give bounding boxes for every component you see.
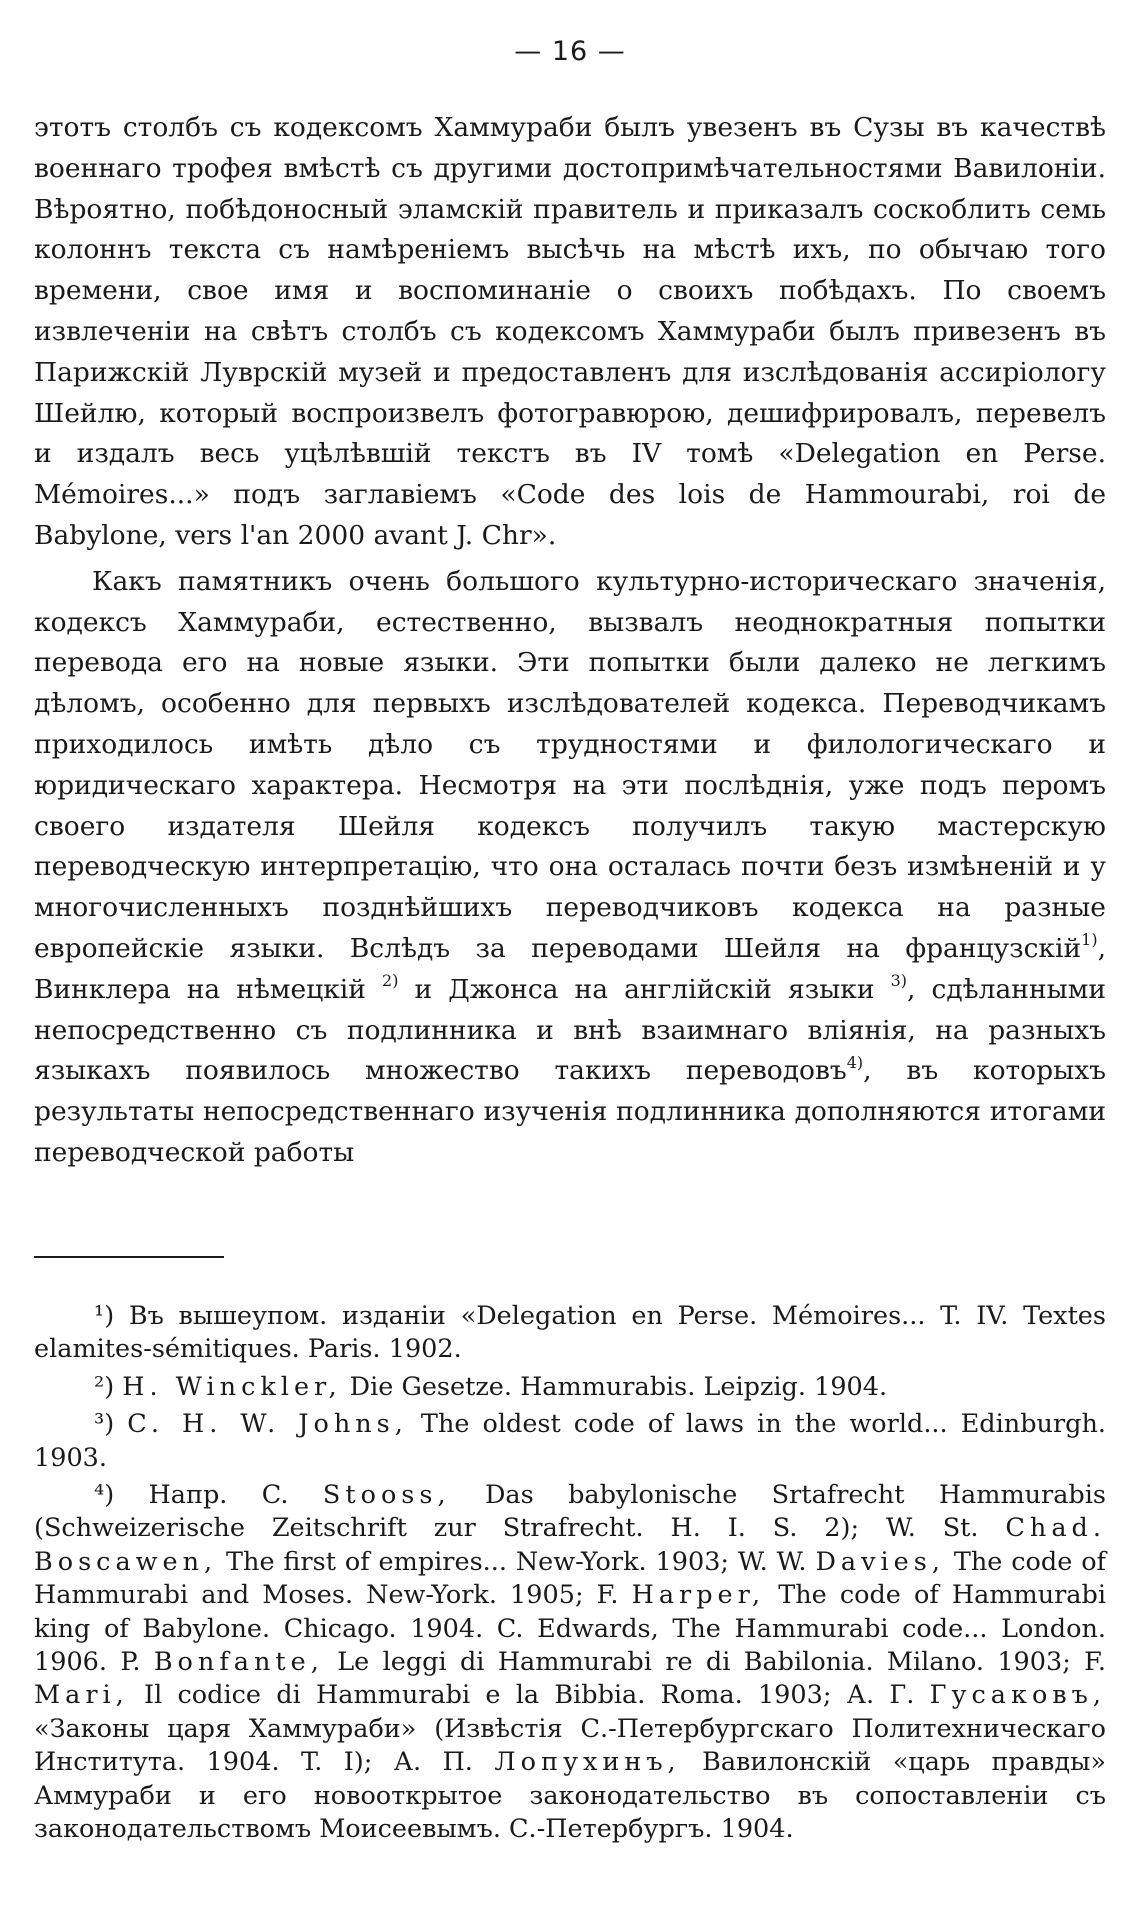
footnote-2-author: H. Winckler, <box>122 1371 342 1402</box>
footnote-2 <box>34 1371 1106 1404</box>
footnote-ref-3[interactable]: 3) <box>890 970 908 990</box>
footnote-4-text-b: Das babylonische Srtafrecht Hammurabis (Schweizerische Zeitschrift zur Strafrecht. H. I. S. 2); W. St. <box>34 1480 1107 1544</box>
paragraph-2-part-2: , Винклера на нѣмецкій <box>34 932 1106 1005</box>
footnote-4-text-g: Il codice di Hammurabi e la Bibbia. Roma. 1903; А. Г. <box>128 1680 930 1711</box>
footnote-ref-4[interactable]: 4) <box>846 1052 864 1072</box>
footnote-4-text-e: The code of Hammurabi king of Babylone. Chicago. 1904. C. Edwards, The Hammurabi code... London. 1906. P. <box>34 1580 1106 1678</box>
footnote-3-author: C. H. W. Johns, <box>127 1409 408 1440</box>
footnote-4-text-i: Вавилонскій «царь правды» Аммураби и его новооткрытое законодательство въ сопоставленіи съ законодательствомъ Моисеевымъ. С.-Петербургъ. 1904. <box>34 1747 1106 1845</box>
paragraph-1: этотъ столбъ съ кодексомъ Хаммураби былъ увезенъ въ Сузы въ качествѣ военнаго трофея вмѣстѣ съ другими достопримѣчательностями Вавилоніи. Вѣроятно, побѣдоносный эламскій правитель и приказалъ соскоблить семь колоннъ текста съ намѣреніемъ высѣчь на мѣстѣ ихъ, по обычаю того времени, свое имя и воспоминаніе о своихъ побѣдахъ. По своемъ извлеченіи на свѣтъ столбъ съ кодексомъ Хаммураби былъ привезенъ въ Парижскій Луврскій музей и предоставленъ для изслѣдованія ассиріологу Шейлю, который воспроизвелъ фотогравюрою, дешифрировалъ, перевелъ и издалъ весь уцѣлѣвшій текстъ въ IV томѣ «Delegation en Perse. Mémoires...» подъ заглавіемъ «Code des lois de Hammourabi, roi de Babylone, vers l'an 2000 avant J. Chr». <box>34 112 1106 551</box>
footnote-1-mark: ¹) <box>94 1301 115 1331</box>
paragraph-2-part-1: Какъ памятникъ очень большого культурно-историческаго значенія, кодексъ Хаммураби, естественно, вызвалъ неоднократныя попытки перевода его на новые языки. Эти попытки были далеко не легкимъ дѣломъ, особенно для первыхъ изслѣдователей кодекса. Переводчикамъ приходилось имѣть дѣло съ трудностями и филологическаго и юридическаго характера. Несмотря на эти послѣднія, уже подъ перомъ своего издателя Шейля кодексъ получилъ такую мастерскую переводческую интерпретацію, что она осталась почти безъ измѣненій и у многочисленныхъ позднѣйшихъ переводчиковъ кодекса на разные европейскіе языки. Вслѣдъ за переводами Шейля на французскій <box>34 565 1106 964</box>
footnote-4-author-lopukhin: Лопухинъ, <box>494 1747 681 1778</box>
footnote-3-mark: ³) <box>94 1409 115 1440</box>
footnote-2-mark: ²) <box>94 1371 115 1402</box>
paragraph-2 <box>34 562 1106 1174</box>
page-number: — 16 — <box>514 36 626 67</box>
footnote-4-author-davies: Davies, <box>815 1546 945 1577</box>
footnote-1 <box>34 1300 1106 1367</box>
paragraph-2-part-5: , въ которыхъ результаты непосредственнаго изученія подлинника дополняются итогами переводческой работы <box>34 1055 1107 1168</box>
footnote-divider <box>34 1256 224 1258</box>
footnote-4-mark: ⁴) <box>94 1480 115 1511</box>
paragraph-2-part-3: и Джонса на англійскій языки <box>398 973 891 1005</box>
footnote-4-text-a: Напр. C. <box>114 1480 323 1511</box>
footnote-4-author-stooss: Stooss, <box>322 1480 451 1511</box>
footnote-4-author-boscawen: Chad. Boscawen, <box>34 1513 1106 1577</box>
footnote-ref-2[interactable]: 2) <box>382 970 399 990</box>
footnote-3 <box>34 1408 1106 1475</box>
footnote-4-text-h: «Законы царя Хаммураби» (Извѣстія С.-Петербургскаго Политехническаго Института. 1904. T. I); А. П. <box>34 1713 1106 1778</box>
footnote-4-text-f: Le leggi di Hammurabi re di Babilonia. Milano. 1903; F. <box>323 1647 1106 1678</box>
footnote-2-text: Die Gesetze. Hammurabis. Leipzig. 1904. <box>341 1371 888 1402</box>
footnote-ref-1[interactable]: 1) <box>1081 930 1098 950</box>
main-text <box>34 108 1106 1174</box>
footnote-3-text: The oldest code of laws in the world... Edinburgh. 1903. <box>34 1409 1106 1473</box>
footnotes <box>34 1300 1106 1851</box>
footnote-4-author-bonfante: Bonfante, <box>153 1647 324 1678</box>
footnote-4-author-harper: Harper, <box>631 1580 766 1611</box>
footnote-4-text-d: The code of Hammurabi and Moses. New-York. 1905; F. <box>34 1546 1106 1611</box>
footnote-4-author-gusakov: Гусаковъ, <box>929 1680 1106 1711</box>
footnote-4-text-c: The first of empires... New-York. 1903; W. W. <box>217 1546 816 1577</box>
footnote-4-author-mari: Mari, <box>34 1680 129 1711</box>
paragraph-2-part-4: , сдѣланными непосредственно съ подлинника и внѣ взаимнаго вліянія, на разныхъ языкахъ появилось множество такихъ переводовъ <box>34 973 1106 1087</box>
footnote-4 <box>34 1479 1106 1846</box>
footnote-1-text: Въ вышеупом. изданіи «Delegation en Perse. Mémoires... T. IV. Textes elamites-sémitiques. Paris. 1902. <box>34 1301 1106 1365</box>
